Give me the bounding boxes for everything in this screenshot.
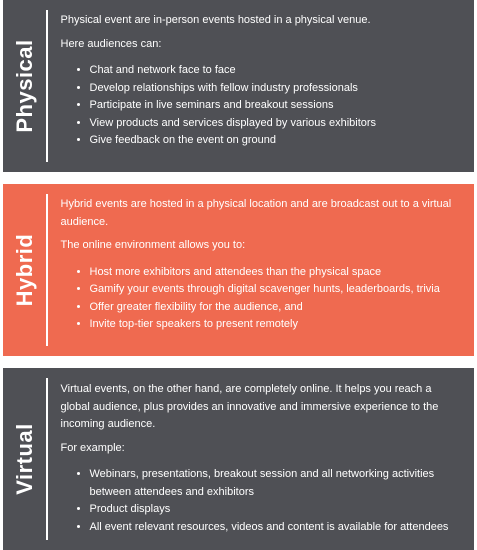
virtual-title: Virtual [11,423,37,495]
physical-side [3,0,46,172]
physical-content [48,0,475,172]
virtual-side [3,368,46,550]
hybrid-content [48,184,475,356]
virtual-lead: For example: [60,441,125,454]
physical-list [61,62,463,150]
hybrid-title: Hybrid [11,233,37,307]
list-item: • Develop relationships with fellow industry professionals [90,80,463,98]
physical-intro: Physical event are in-person events hosted in a physical venue. [60,14,371,26]
virtual-list [61,466,463,536]
list-item: • Product displays [90,501,463,519]
virtual-panel [3,368,474,550]
list-item: • Give feedback on the event on ground [90,132,463,150]
hybrid-panel [3,184,474,356]
list-item: • Gamify your events through digital scavenger hunts, leaderboards, trivia [90,281,463,299]
list-item: • Chat and network face to face [90,62,463,80]
list-item: • Webinars, presentations, breakout session and all networking activities between attendees and exhibitors [90,466,463,501]
virtual-intro: Virtual events, on the other hand, are completely online. It helps you reach a global audience, plus provides an innovative and immersive experience to the incoming audience. [60,383,439,430]
hybrid-intro: Hybrid events are hosted in a physical location and are broadcast out to a virtual audience. [60,198,452,228]
virtual-content [48,368,475,550]
list-item: • View products and services displayed by various exhibitors [90,115,463,133]
physical-lead: Here audiences can: [60,37,162,50]
list-item: • All event relevant resources, videos and content is available for attendees [90,519,463,537]
hybrid-lead: The online environment allows you to: [60,239,246,251]
hybrid-side [3,184,46,356]
list-item: • Host more exhibitors and attendees than the physical space [90,264,463,282]
physical-panel [3,0,474,172]
list-item: • Invite top-tier speakers to present remotely [90,316,463,334]
list-item: • Offer greater flexibility for the audience, and [90,299,463,317]
list-item: • Participate in live seminars and breakout sessions [90,97,463,115]
physical-title: Physical [11,39,37,133]
hybrid-list [61,264,463,334]
